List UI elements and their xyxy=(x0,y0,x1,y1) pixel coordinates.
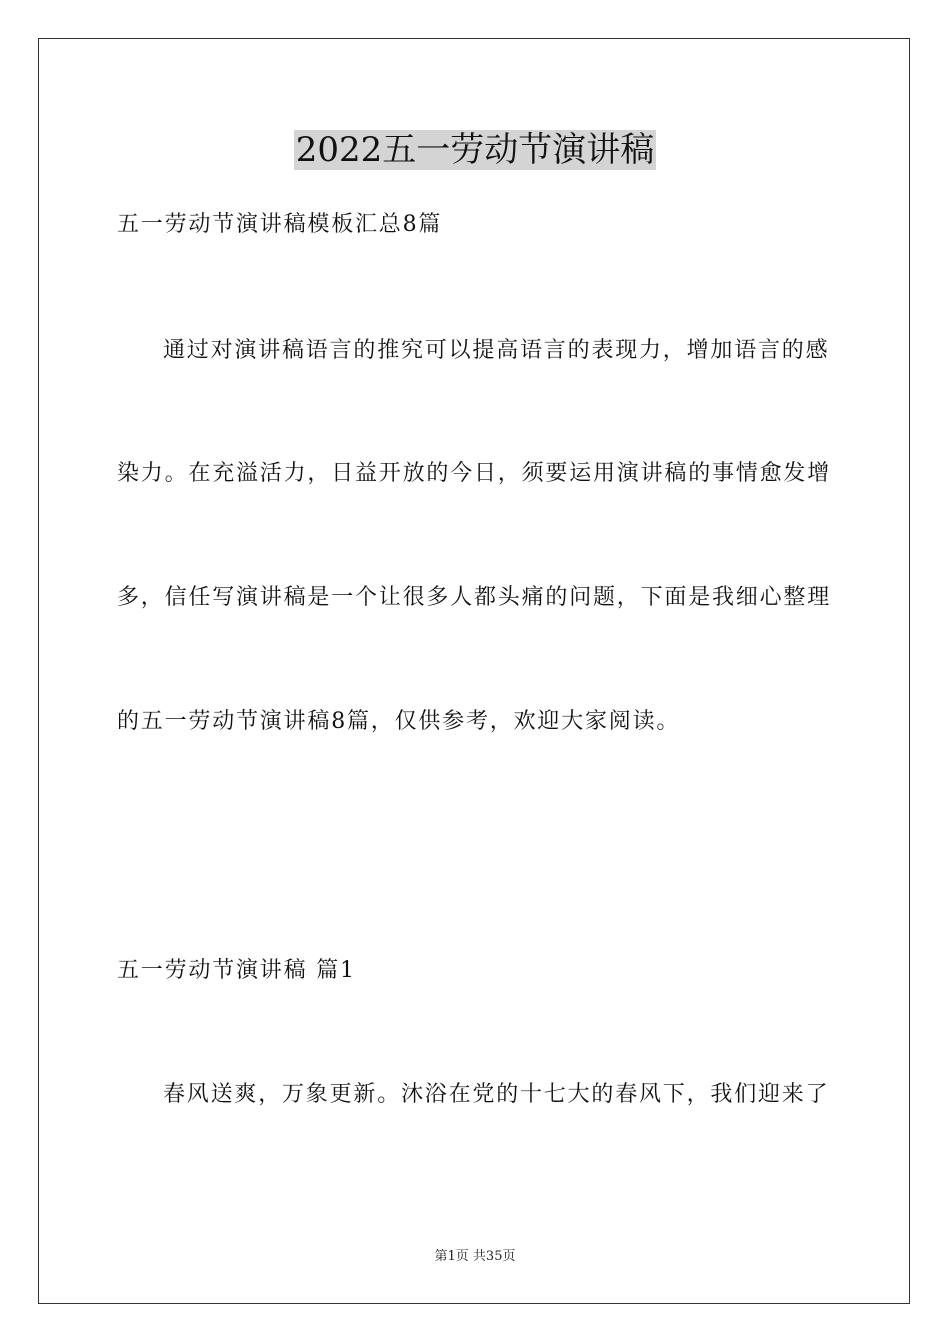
paragraph-line: 的五一劳动节演讲稿8篇，仅供参考，欢迎大家阅读。 xyxy=(117,709,681,734)
subtitle-line: 五一劳动节演讲稿模板汇总8篇 xyxy=(117,212,443,237)
paragraph-line: 染力。在充溢活力，日益开放的今日，须要运用演讲稿的事情愈发增 xyxy=(117,461,832,486)
document-title-text: 2022五一劳动节演讲稿 xyxy=(295,130,655,170)
document-title xyxy=(0,128,950,172)
paragraph-line: 春风送爽，万象更新。沐浴在党的十七大的春风下，我们迎来了 xyxy=(163,1082,830,1107)
paragraph-line: 多，信任写演讲稿是一个让很多人都头痛的问题，下面是我细心整理 xyxy=(117,585,832,610)
page-footer: 第1页 共35页 xyxy=(434,1249,516,1264)
paragraph-line: 通过对演讲稿语言的推究可以提高语言的表现力，增加语言的感 xyxy=(163,338,830,363)
section-heading: 五一劳动节演讲稿 篇1 xyxy=(117,958,356,983)
